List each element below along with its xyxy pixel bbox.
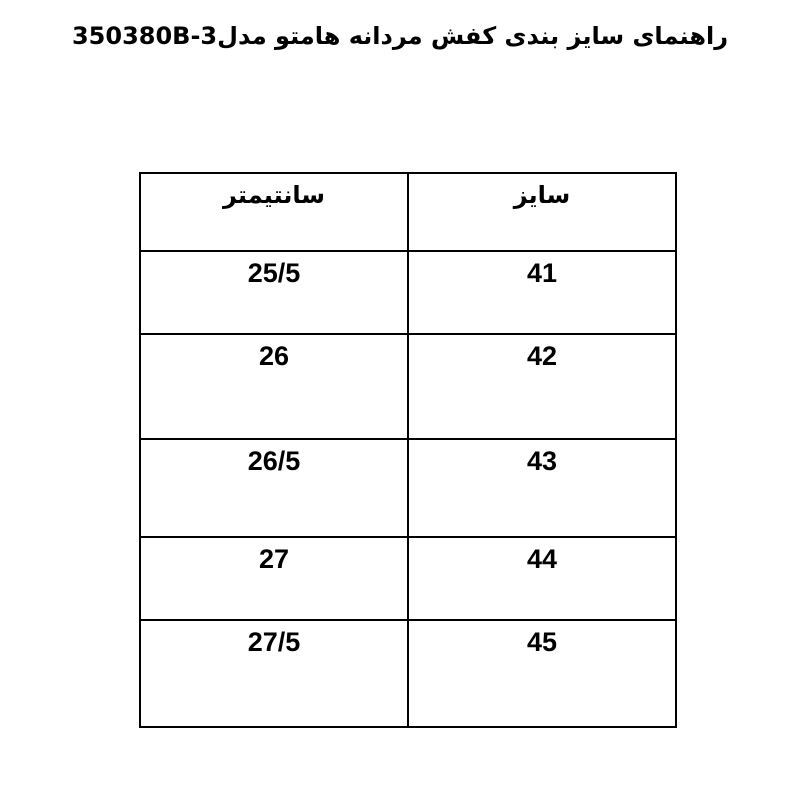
header-centimeter: سانتیمتر: [140, 173, 408, 251]
size-cell: 44: [408, 537, 676, 620]
header-size: سایز: [408, 173, 676, 251]
size-cell: 41: [408, 251, 676, 334]
centimeter-cell: 27/5: [140, 620, 408, 727]
table-row: [140, 439, 676, 537]
size-cell: 45: [408, 620, 676, 727]
centimeter-cell: 25/5: [140, 251, 408, 334]
size-cell: 43: [408, 439, 676, 537]
size-cell: 42: [408, 334, 676, 439]
table-row: [140, 620, 676, 727]
centimeter-cell: 27: [140, 537, 408, 620]
table-row: [140, 251, 676, 334]
centimeter-cell: 26/5: [140, 439, 408, 537]
table-header-row: [140, 173, 676, 251]
page-title: راهنمای سایز بندی کفش مردانه هامتو مدل350380B-3: [71, 22, 729, 50]
table-row: [140, 537, 676, 620]
table-row: [140, 334, 676, 439]
centimeter-cell: 26: [140, 334, 408, 439]
size-chart-table: [139, 172, 677, 728]
